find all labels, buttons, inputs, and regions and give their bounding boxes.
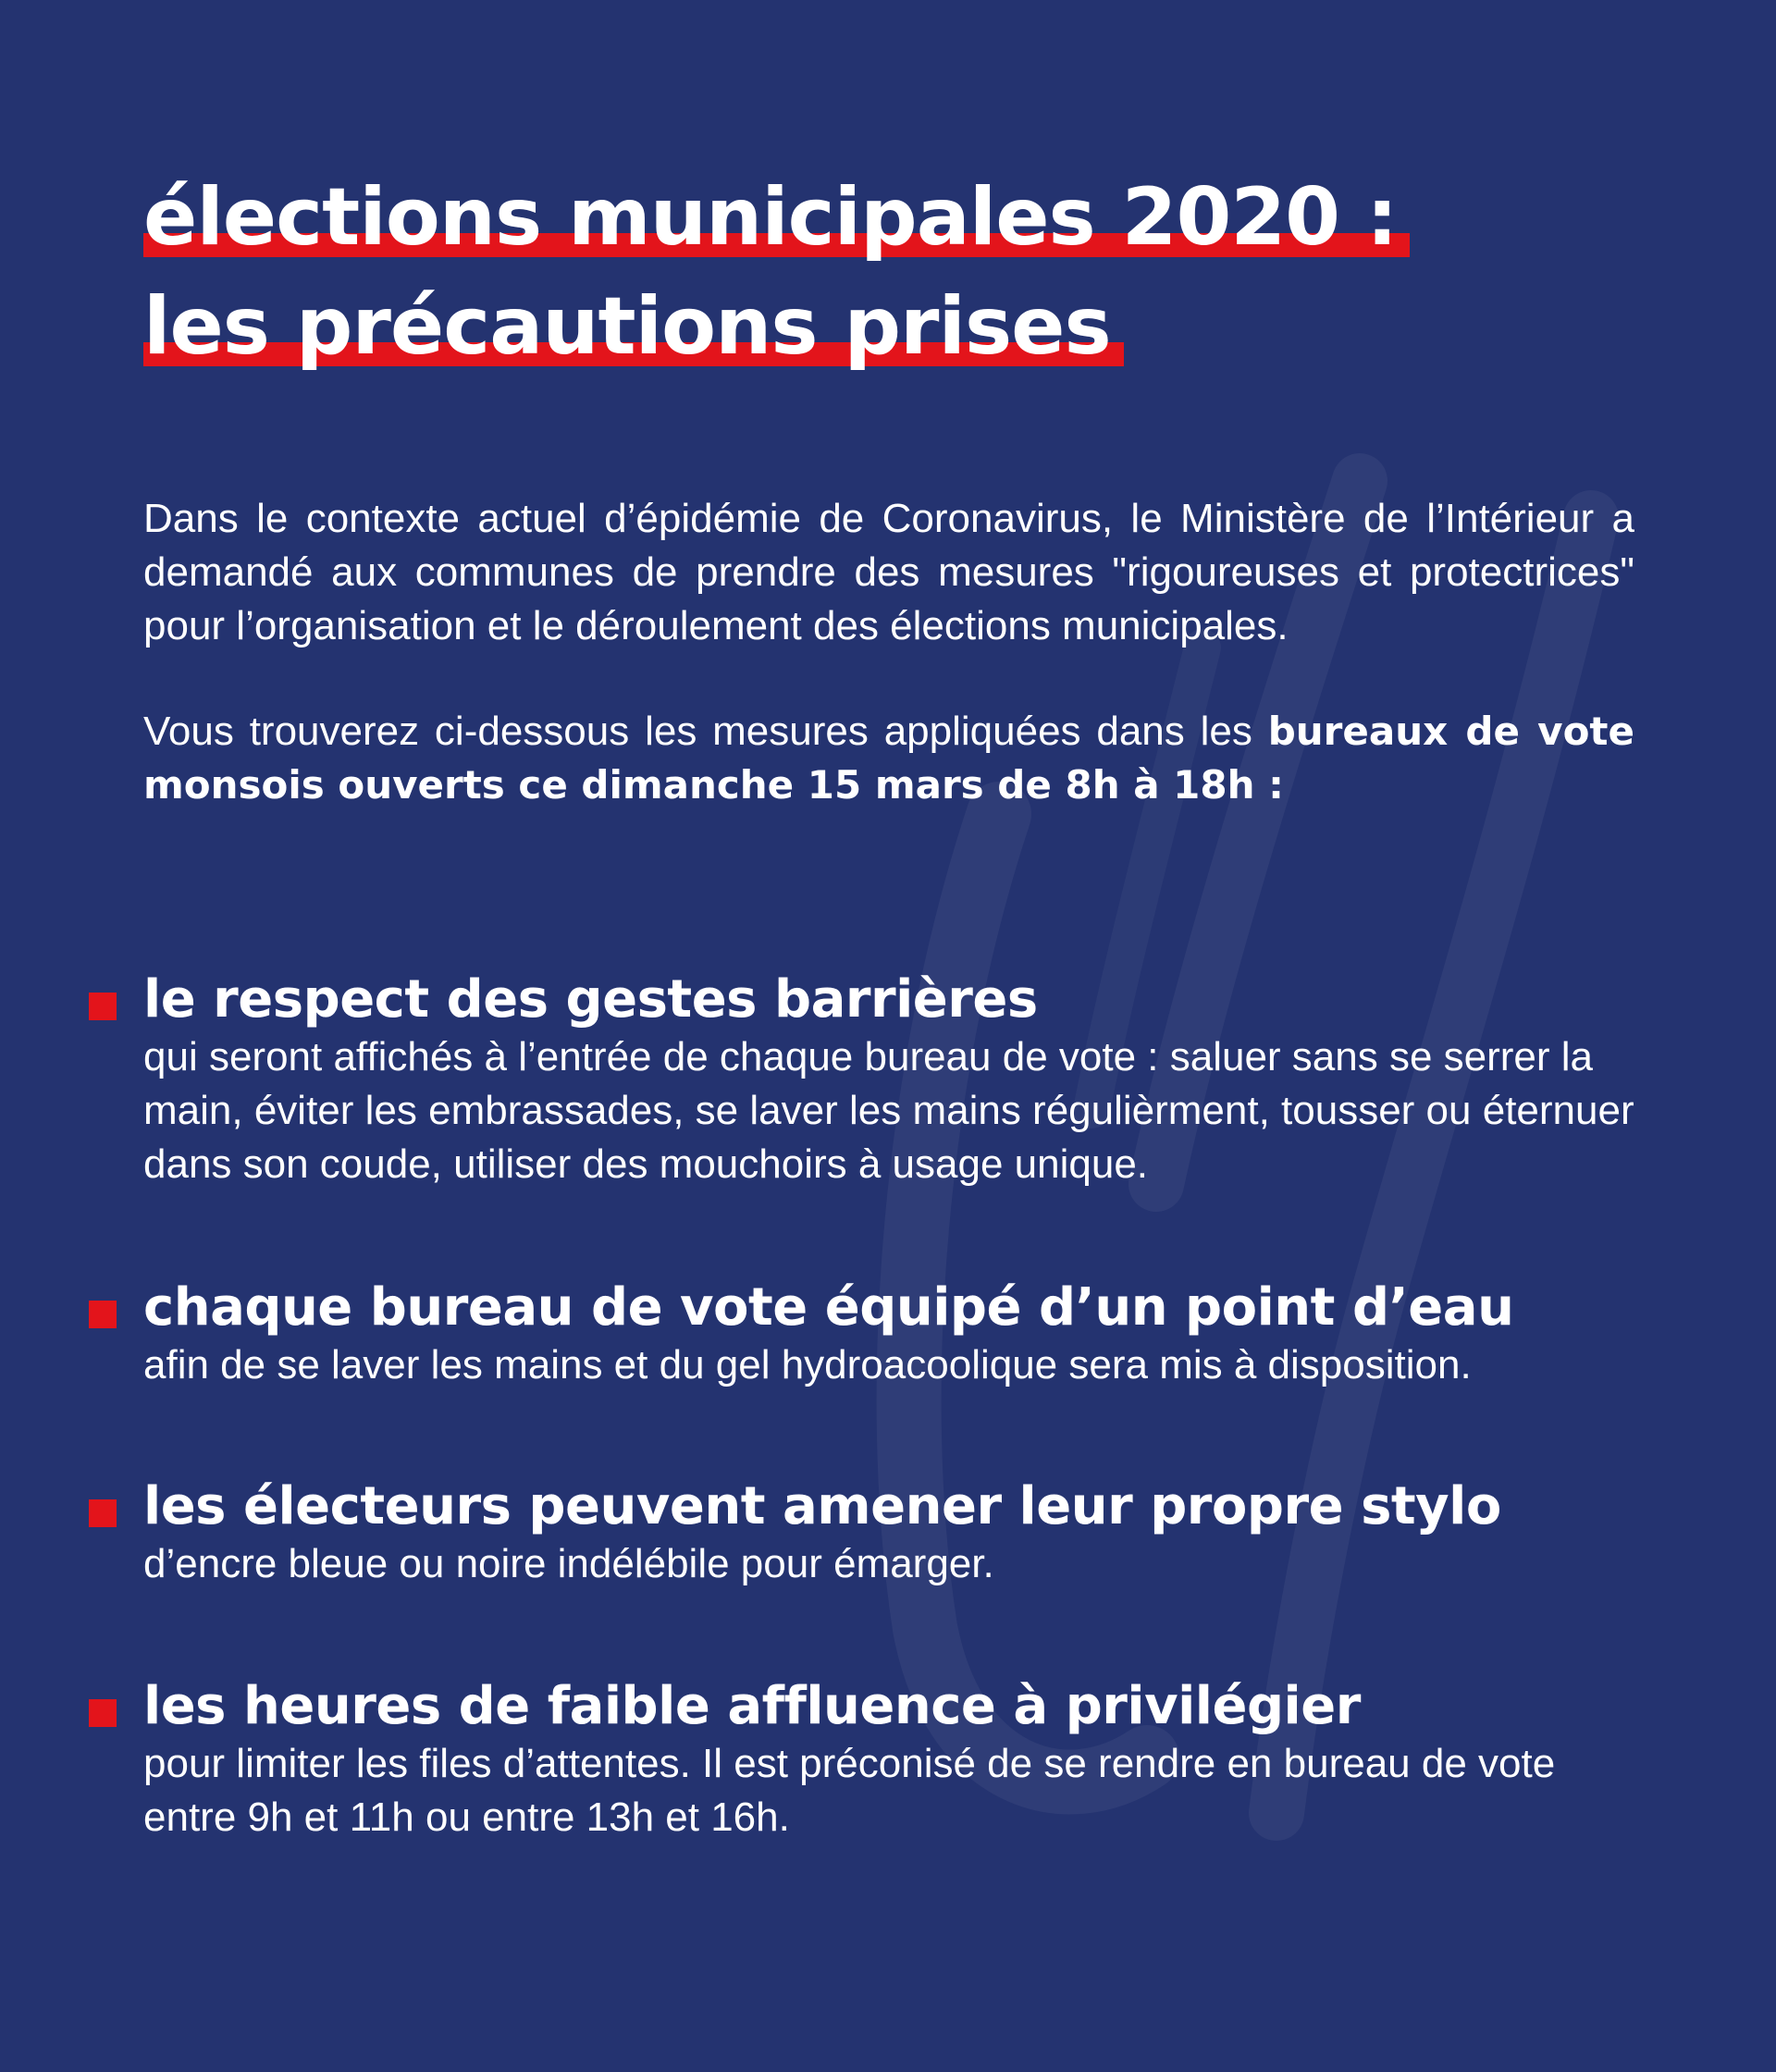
- measure-title: le respect des gestes barrières: [143, 969, 1038, 1030]
- intro-lead-text: Vous trouverez ci-dessous les mesures appliquées dans les: [143, 709, 1268, 754]
- measure-title: chaque bureau de vote équipé d’un point d’eau: [143, 1277, 1514, 1338]
- bullet-square-icon: [89, 1499, 117, 1527]
- title-line-2: [143, 276, 1660, 385]
- measure-description: afin de se laver les mains et du gel hydroacoolique sera mis à disposition.: [143, 1342, 1472, 1388]
- intro-paragraph-context: Dans le contexte actuel d’épidémie de Coronavirus, le Ministère de l’Intérieur a demandé aux communes de prendre des mesures "rigoureuses et protectrices" pour l’organisation et le déroulement des élections municipales.: [143, 496, 1634, 648]
- bullet-square-icon: [89, 1699, 117, 1727]
- title-line-1-text: élections municipales 2020 :: [143, 166, 1397, 268]
- intro-text: [143, 492, 1634, 812]
- title-line-2-text: les précautions prises: [143, 276, 1111, 377]
- bullet-square-icon: [89, 1301, 117, 1328]
- title-line-1: [143, 166, 1660, 276]
- page-title: [143, 166, 1660, 385]
- measure-description: qui seront affichés à l’entrée de chaque bureau de vote : saluer sans se serrer la main, éviter les embrassades, se laver les mains régulièrment, tousser ou éternuer dans son coude, utiliser des mouchoirs à usage unique.: [143, 1034, 1634, 1187]
- intro-bold-text: bureaux de vote monsois ouverts ce dimanche 15 mars de 8h à 18h :: [143, 709, 1634, 808]
- intro-paragraph-measures: [143, 705, 1634, 812]
- bullet-square-icon: [89, 993, 117, 1020]
- measure-title: les heures de faible affluence à privilégier: [143, 1676, 1361, 1736]
- measure-description: d’encre bleue ou noire indélébile pour émarger.: [143, 1541, 994, 1586]
- measure-title: les électeurs peuvent amener leur propre stylo: [143, 1476, 1501, 1536]
- measure-description: pour limiter les files d’attentes. Il est préconisé de se rendre en bureau de vote entre 9h et 11h ou entre 13h et 16h.: [143, 1741, 1556, 1840]
